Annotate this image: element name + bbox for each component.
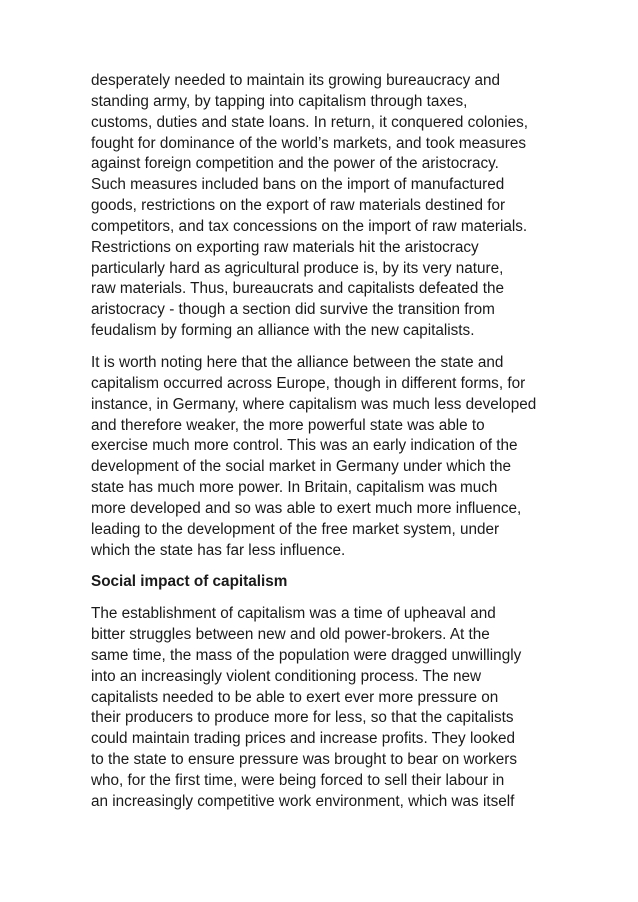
text-line: standing army, by tapping into capitalism through taxes, [91, 92, 468, 110]
text-line: aristocracy - though a section did survive the transition from [91, 301, 495, 319]
text-line: capitalists needed to be able to exert ever more pressure on [91, 688, 499, 706]
text-line: who, for the first time, were being forced to sell their labour in [91, 772, 505, 789]
text-line: state has much more power. In Britain, capitalism was much [91, 479, 498, 497]
text-line: capitalism occurred across Europe, though in different forms, for [91, 374, 526, 392]
text-line: competitors, and tax concessions on the import of raw materials. [91, 217, 528, 235]
paragraph-state-and-capitalism [91, 71, 561, 342]
section-heading: Social impact of capitalism [91, 573, 288, 591]
text-line: leading to the development of the free market system, under [91, 520, 500, 538]
paragraph-social-impact [91, 604, 561, 812]
text-line: It is worth noting here that the alliance between the state and [91, 353, 504, 371]
text-line: instance, in Germany, where capitalism was much less developed [91, 395, 537, 413]
text-line: goods, restrictions on the export of raw materials destined for [91, 197, 506, 215]
text-line: to the state to ensure pressure was brought to bear on workers [91, 751, 517, 769]
text-line: into an increasingly violent conditioning process. The new [91, 667, 482, 685]
text-line: fought for dominance of the world’s markets, and took measures [91, 134, 527, 152]
document-body [91, 71, 561, 824]
text-line: could maintain trading prices and increase profits. They looked [91, 730, 516, 748]
text-line: exercise much more control. This was an early indication of the [91, 437, 518, 455]
text-line: desperately needed to maintain its growing bureaucracy and [91, 72, 501, 89]
paragraph-europe-alliance [91, 353, 561, 561]
text-line: which the state has far less influence. [91, 541, 346, 559]
text-line: raw materials. Thus, bureaucrats and capitalists defeated the [91, 280, 504, 298]
text-line: particularly hard as agricultural produce is, by its very nature, [91, 259, 504, 277]
text-line: their producers to produce more for less, so that the capitalists [91, 709, 514, 727]
text-line: bitter struggles between new and old power-brokers. At the [91, 626, 490, 644]
text-line: Such measures included bans on the import of manufactured [91, 176, 505, 194]
text-line: an increasingly competitive work environment, which was itself [91, 792, 515, 810]
text-line: feudalism by forming an alliance with the new capitalists. [91, 322, 475, 340]
text-line: same time, the mass of the population were dragged unwillingly [91, 646, 522, 664]
text-line: Restrictions on exporting raw materials hit the aristocracy [91, 238, 479, 256]
text-line: and therefore weaker, the more powerful state was able to [91, 416, 485, 434]
text-line: customs, duties and state loans. In return, it conquered colonies, [91, 113, 529, 131]
text-line: development of the social market in Germany under which the [91, 458, 512, 476]
text-line: against foreign competition and the power of the aristocracy. [91, 155, 499, 173]
text-line: more developed and so was able to exert much more influence, [91, 499, 522, 517]
text-line: The establishment of capitalism was a time of upheaval and [91, 605, 496, 623]
